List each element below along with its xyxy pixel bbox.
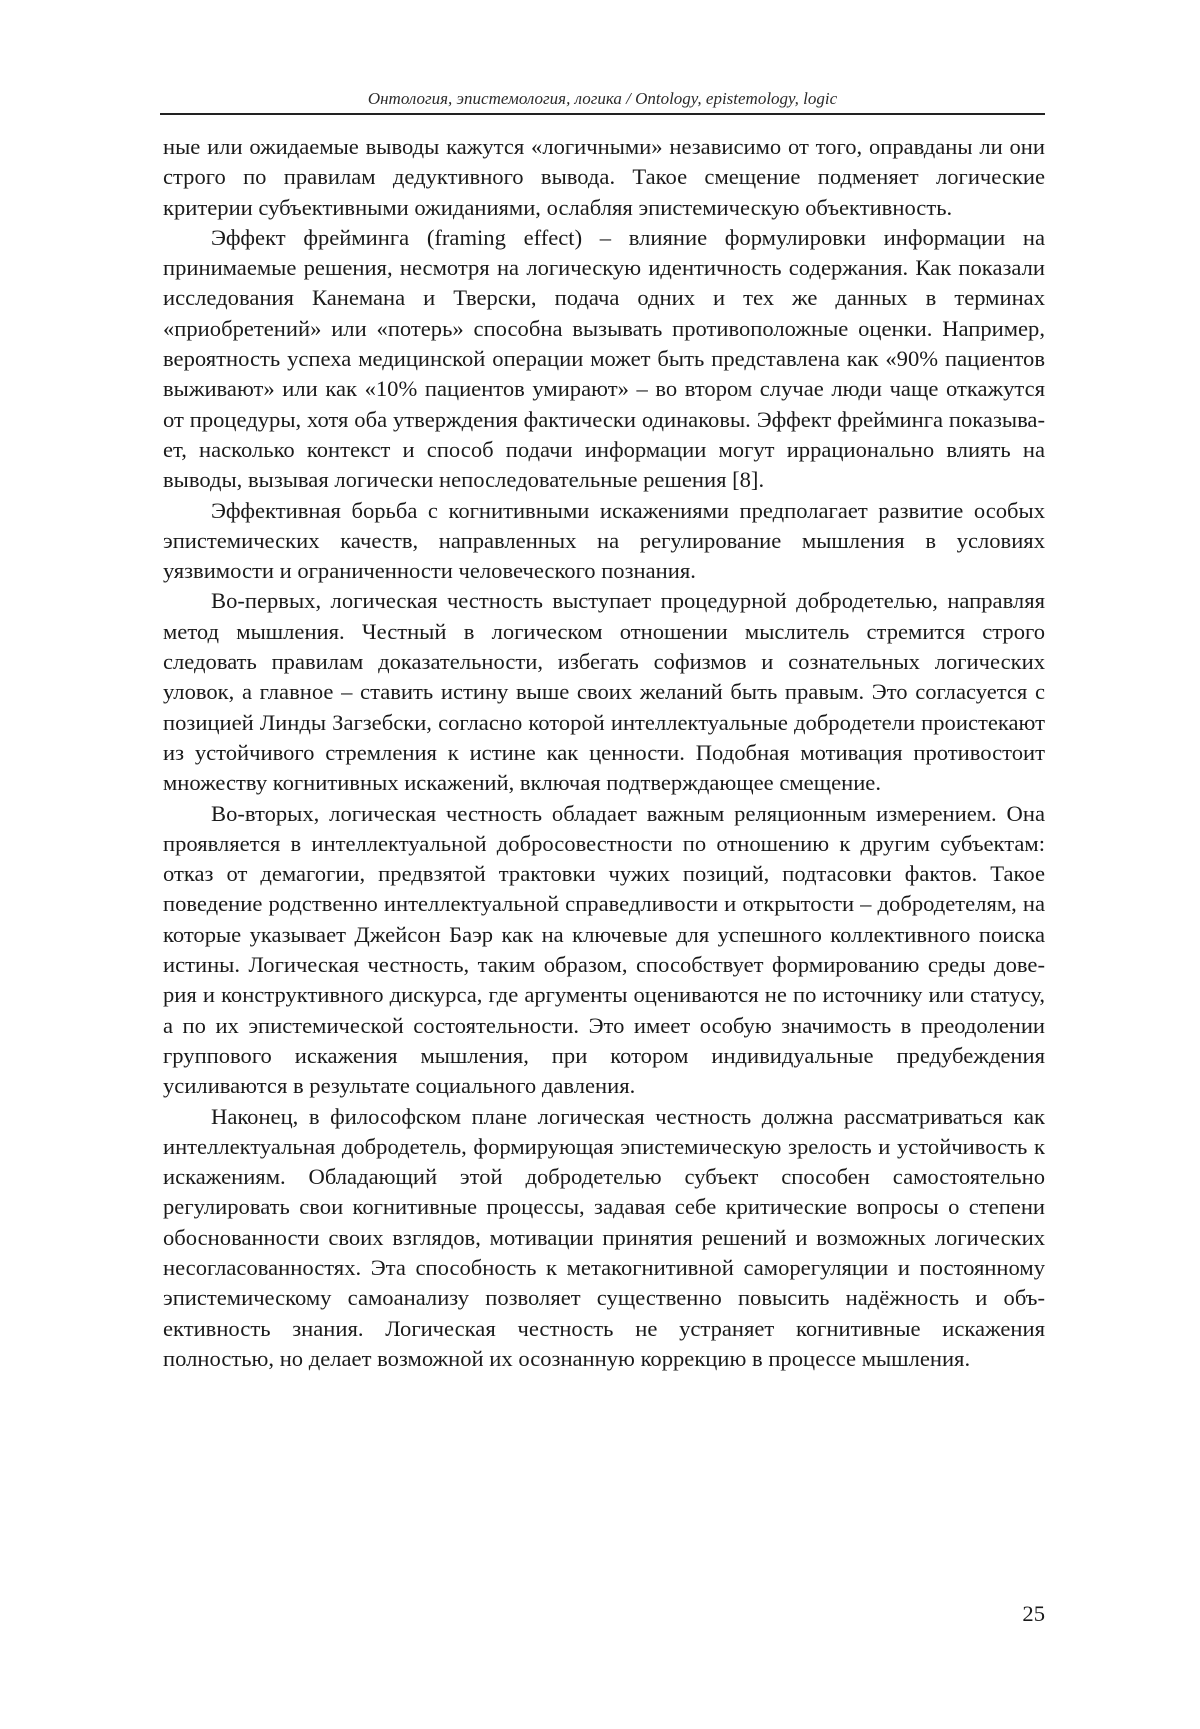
paragraph-finally: Наконец, в философском плане логическая честность должна рассматриваться как интеллектуальная добродетель, формирующая эпистемическую зрелость и устойчивость к искажениям. Обладающий этой добродетелью субъект способен самостоятельно регулировать свои когнитивные процессы, задавая себе критические вопросы о степени обоснованности своих взглядов, мотивации принятия решений и возможных логических несогласованностях. Эта способность к метакогнитивной саморегуляции и постоянному эпистемическому самоанализу позволяет существенно повысить надёжность и объективность знания. Логическая честность не устраняет когнитивные искажения полностью, но делает возможной их осознанную коррекцию в процессе мышления. [163, 1103, 1045, 1371]
paragraph-firstly: Во-первых, логическая честность выступает процедурной добродетелью, направляя метод мышления. Честный в логическом отношении мыслитель стремится строго следовать правилам доказательности, избегать софизмов и сознательных логических уловок, а главное – ставить истину выше своих желаний быть правым. Это согласуется с позицией Линды Загзебски, согласно которой интеллектуальные добродетели проистекают из устойчивого стремления к истине как ценности. Подобная мотивация противостоит множеству когнитивных искажений, включая подтверждающее смещение. [163, 588, 1045, 796]
paragraph-cognitive-bias-struggle: Эффективная борьба с когнитивными искажениями предполагает развитие особых эпистемических качеств, направленных на регулирование мышления в условиях уязвимости и ограниченности человеческого познания. [163, 497, 1045, 584]
paragraph-continuation: ные или ожидаемые выводы кажутся «логичными» независимо от того, оправданы ли они строго по правилам дедуктивного вывода. Такое смещение подменяет логические критерии субъективными ожиданиями, ослабляя эпистемическую объективность. [163, 134, 1045, 220]
paragraph-framing-effect: Эффект фрейминга (framing effect) – влияние формулировки информации на принимаемые решения, несмотря на логическую идентичность содержания. Как показали исследования Канемана и Тверски, подача одних и тех же данных в терминах «приобретений» или «потерь» способна вызывать противоположные оценки. Например, вероятность успеха медицинской операции может быть представлена как «90% пациентов выживают» или как «10% пациентов умирают» – во втором случае люди чаще откажутся от процедуры, хотя оба утверждения фактически одинаковы. Эффект фрейминга показывает, насколько контекст и способ подачи информации могут иррационально влиять на выводы, вызывая логически непоследовательные решения [8]. [163, 224, 1045, 493]
paragraph-secondly: Во-вторых, логическая честность обладает важным реляционным измерением. Она проявляется в интеллектуальной добросовестности по отношению к другим субъектам: отказ от демагогии, предвзятой трактовки чужих позиций, подтасовки фактов. Такое поведение родственно интеллектуальной справедливости и открытости – добродетелям, на которые указывает Джейсон Баэр как на ключевые для успешного коллективного поиска истины. Логическая честность, таким образом, способствует формированию среды доверия и конструктивного дискурса, где аргументы оцениваются не по источнику или статусу, а по их эпистемической состоятельности. Это имеет особую значимость в преодолении группового искажения мышления, при котором индивидуальные предубеждения усиливаются в результате социального давления. [163, 800, 1045, 1099]
main-text [163, 132, 1045, 1374]
page-number: 25 [1022, 1601, 1045, 1626]
header-divider [160, 113, 1045, 115]
running-header: Онтология, эпистемология, логика / Ontology, epistemology, logic [367, 89, 838, 108]
